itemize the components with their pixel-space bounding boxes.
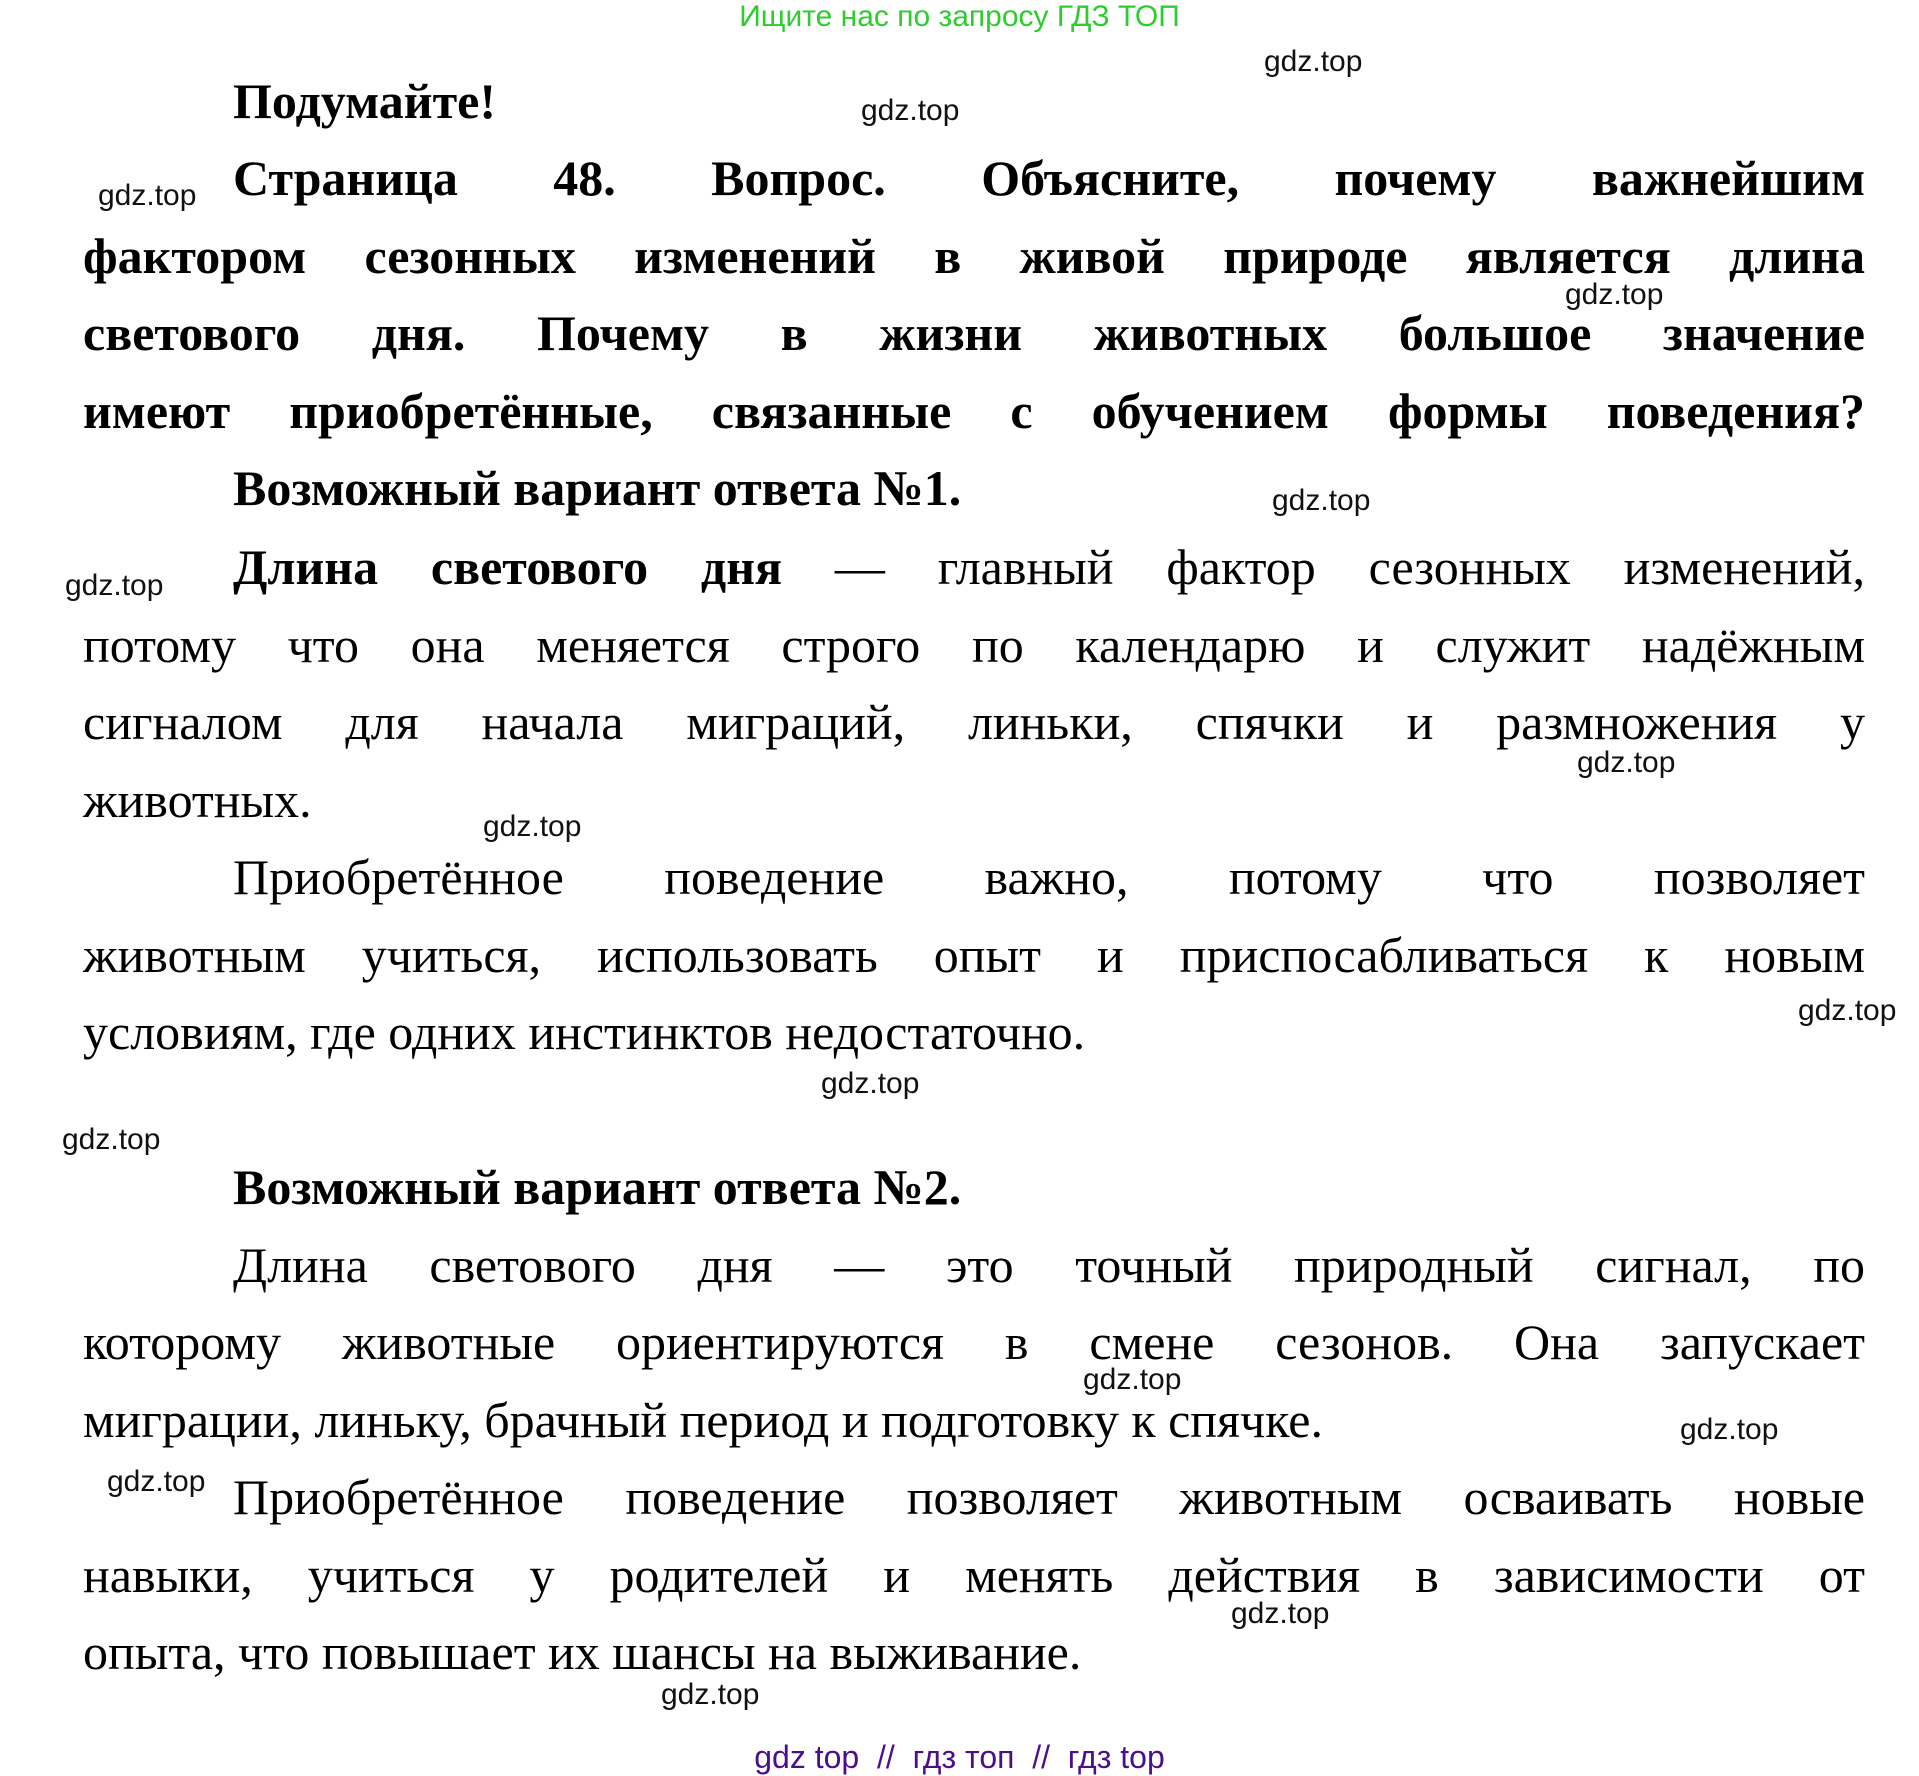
answer2-p1-line: миграции, линьку, брачный период и подготовку к спячке. xyxy=(83,1392,1323,1448)
answer1-p1-line: сигналом для начала миграций, линьки, спячки и размножения у xyxy=(83,694,1865,750)
watermark: gdz.top xyxy=(661,1678,760,1711)
watermark: gdz.top xyxy=(107,1465,206,1498)
watermark: gdz.top xyxy=(1231,1597,1330,1630)
answer1-p1-line: потому что она меняется строго по календарю и служит надёжным xyxy=(83,617,1865,673)
watermark: gdz.top xyxy=(1680,1413,1779,1446)
footer xyxy=(0,1738,1919,1776)
watermark: gdz.top xyxy=(1577,746,1676,779)
watermark: gdz.top xyxy=(1565,278,1664,311)
answer2-heading: Возможный вариант ответа №2. xyxy=(233,1159,962,1215)
watermark: gdz.top xyxy=(65,569,164,602)
answer1-p1-line xyxy=(233,537,1865,597)
watermark: gdz.top xyxy=(821,1067,920,1100)
answer2-p2-line: навыки, учиться у родителей и менять действия в зависимости от xyxy=(83,1547,1865,1603)
watermark: gdz.top xyxy=(1798,994,1897,1027)
top-banner xyxy=(0,0,1919,34)
answer2-p2-line: Приобретённое поведение позволяет животным осваивать новые xyxy=(233,1469,1865,1525)
answer1-p2-line: Приобретённое поведение важно, потому что позволяет xyxy=(233,849,1865,905)
question-line: Страница 48. Вопрос. Объясните, почему важнейшим xyxy=(233,150,1865,206)
watermark: gdz.top xyxy=(483,810,582,843)
watermark: gdz.top xyxy=(98,179,197,212)
answer2-p2-line: опыта, что повышает их шансы на выживание. xyxy=(83,1624,1082,1680)
question-line: светового дня. Почему в жизни животных большое значение xyxy=(83,305,1865,361)
answer1-heading: Возможный вариант ответа №1. xyxy=(233,460,962,516)
answer1-p2-line: животным учиться, использовать опыт и приспосабливаться к новым xyxy=(83,927,1865,983)
watermark: gdz.top xyxy=(861,94,960,127)
watermark: gdz.top xyxy=(1264,45,1363,78)
question-line: имеют приобретённые, связанные с обучением формы поведения? xyxy=(83,383,1865,439)
watermark: gdz.top xyxy=(1272,484,1371,517)
answer1-p2-line: условиям, где одних инстинктов недостаточно. xyxy=(83,1004,1086,1060)
answer1-p1-line: животных. xyxy=(83,772,312,828)
answer1-bold-lead: Длина светового дня xyxy=(233,539,783,595)
answer1-p1-text: — главный фактор сезонных изменений, xyxy=(782,539,1865,595)
watermark: gdz.top xyxy=(62,1123,161,1156)
answer2-p1-line: которому животные ориентируются в смене сезонов. Она запускает xyxy=(83,1314,1865,1370)
answer2-p1-line: Длина светового дня — это точный природный сигнал, по xyxy=(233,1237,1865,1293)
search-hint-text: Ищите нас по запросу ГДЗ ТОП xyxy=(739,0,1180,33)
question-line: фактором сезонных изменений в живой природе является длина xyxy=(83,228,1865,284)
footer-text: gdz top // гдз топ // гдз top xyxy=(754,1739,1165,1775)
watermark: gdz.top xyxy=(1083,1363,1182,1396)
think-heading: Подумайте! xyxy=(233,73,497,129)
